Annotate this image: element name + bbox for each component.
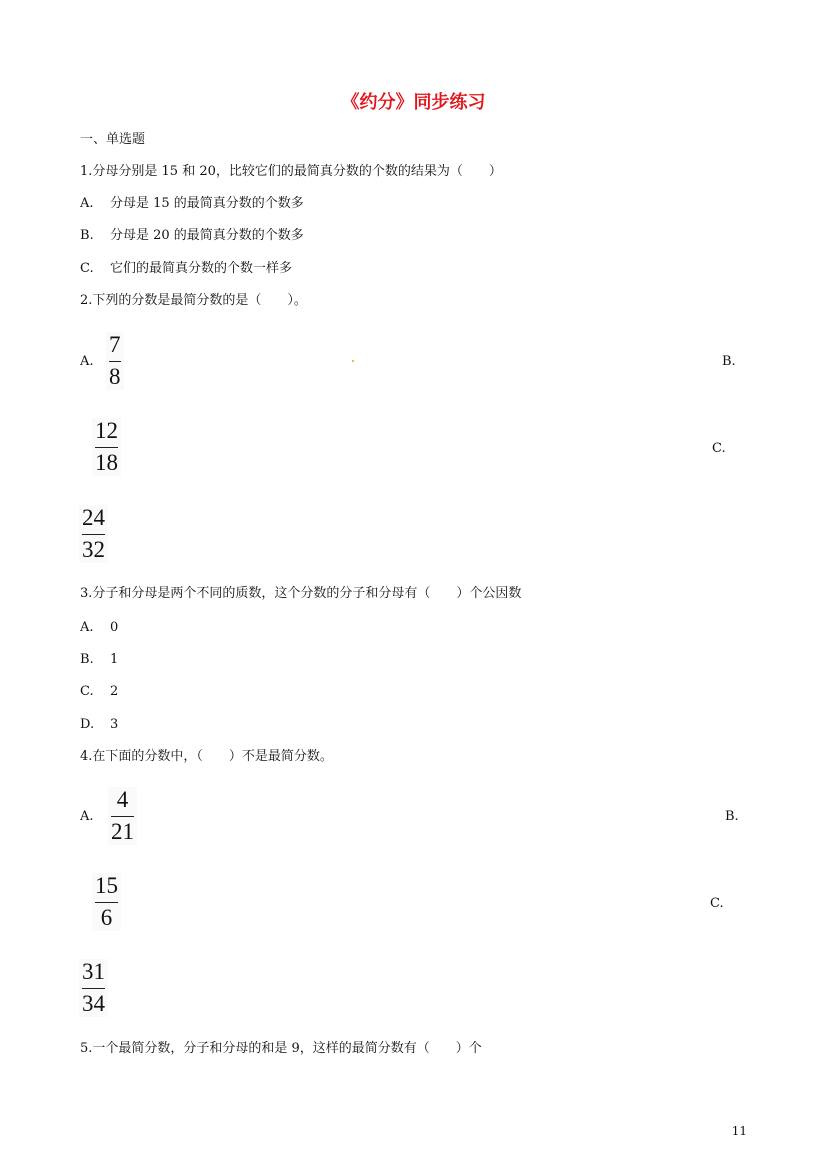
option-letter: B. [80, 652, 94, 667]
question-2-label-b[interactable]: B. [722, 354, 736, 369]
question-4-fraction-a [108, 787, 137, 845]
question-3-option-b[interactable] [80, 651, 118, 669]
option-text: 0 [110, 620, 119, 635]
option-text: 分母是 15 的最简真分数的个数多 [110, 196, 304, 211]
question-4-label-c[interactable]: C. [710, 896, 724, 911]
fraction-bar [95, 447, 118, 448]
option-letter: B. [80, 228, 94, 243]
question-2-fraction-c [79, 505, 108, 563]
question-4-label-a[interactable]: A. [80, 809, 94, 824]
option-letter: D. [80, 717, 95, 732]
question-2-label-c[interactable]: C. [712, 441, 726, 456]
fraction-bar [109, 361, 121, 362]
fraction-denominator: 8 [109, 364, 121, 389]
option-text: 2 [110, 684, 119, 699]
question-2-stem: 2.下列的分数是最简分数的是（ ）。 [80, 293, 307, 308]
option-letter: C. [80, 261, 94, 276]
fraction-denominator: 21 [111, 819, 134, 844]
question-2-label-a[interactable]: A. [80, 354, 94, 369]
question-4-fraction-c [79, 959, 108, 1017]
fraction-numerator: 7 [109, 332, 121, 357]
option-letter: C. [80, 684, 94, 699]
fraction-numerator: 24 [82, 505, 105, 530]
fraction-bar [82, 988, 105, 989]
question-3-stem: 3.分子和分母是两个不同的质数，这个分数的分子和分母有（ ）个公因数 [80, 586, 522, 601]
section-heading: 一、单选题 [80, 132, 146, 147]
fraction-bar [82, 534, 105, 535]
page-number: 11 [731, 1124, 747, 1138]
question-1-option-b[interactable] [80, 227, 304, 245]
fraction-denominator: 18 [95, 450, 118, 475]
option-text: 它们的最简真分数的个数一样多 [110, 261, 293, 276]
fraction-numerator: 4 [116, 787, 129, 812]
question-4-stem: 4.在下面的分数中，（ ）不是最简分数。 [80, 749, 333, 764]
question-3-option-c[interactable] [80, 683, 118, 701]
fraction-numerator: 31 [82, 959, 105, 984]
option-text: 1 [110, 652, 119, 667]
fraction-denominator: 32 [82, 537, 105, 562]
fraction-numerator: 15 [95, 873, 118, 898]
question-5-stem: 5.一个最简分数，分子和分母的和是 9，这样的最简分数有（ ）个 [80, 1041, 482, 1056]
question-2-fraction-a [106, 332, 124, 390]
option-letter: A. [80, 620, 94, 635]
fraction-numerator: 12 [95, 418, 118, 443]
option-text: 分母是 20 的最简真分数的个数多 [110, 228, 304, 243]
question-3-option-a[interactable] [80, 619, 118, 637]
fraction-denominator: 34 [82, 991, 105, 1016]
question-3-option-d[interactable] [80, 716, 118, 734]
page-title: 《约分》同步练习 [341, 92, 486, 113]
question-1-stem: 1.分母分别是 15 和 20，比较它们的最简真分数的个数的结果为（ ） [80, 164, 502, 179]
question-1-option-c[interactable] [80, 260, 292, 278]
question-4-fraction-b [92, 873, 121, 931]
question-2-fraction-b [92, 418, 121, 476]
fraction-denominator: 6 [100, 905, 113, 930]
stray-dot [352, 360, 354, 362]
option-text: 3 [110, 717, 119, 732]
fraction-bar [111, 816, 134, 817]
fraction-bar [95, 902, 118, 903]
option-letter: A. [80, 196, 94, 211]
question-4-label-b[interactable]: B. [725, 809, 739, 824]
question-1-option-a[interactable] [80, 195, 304, 213]
